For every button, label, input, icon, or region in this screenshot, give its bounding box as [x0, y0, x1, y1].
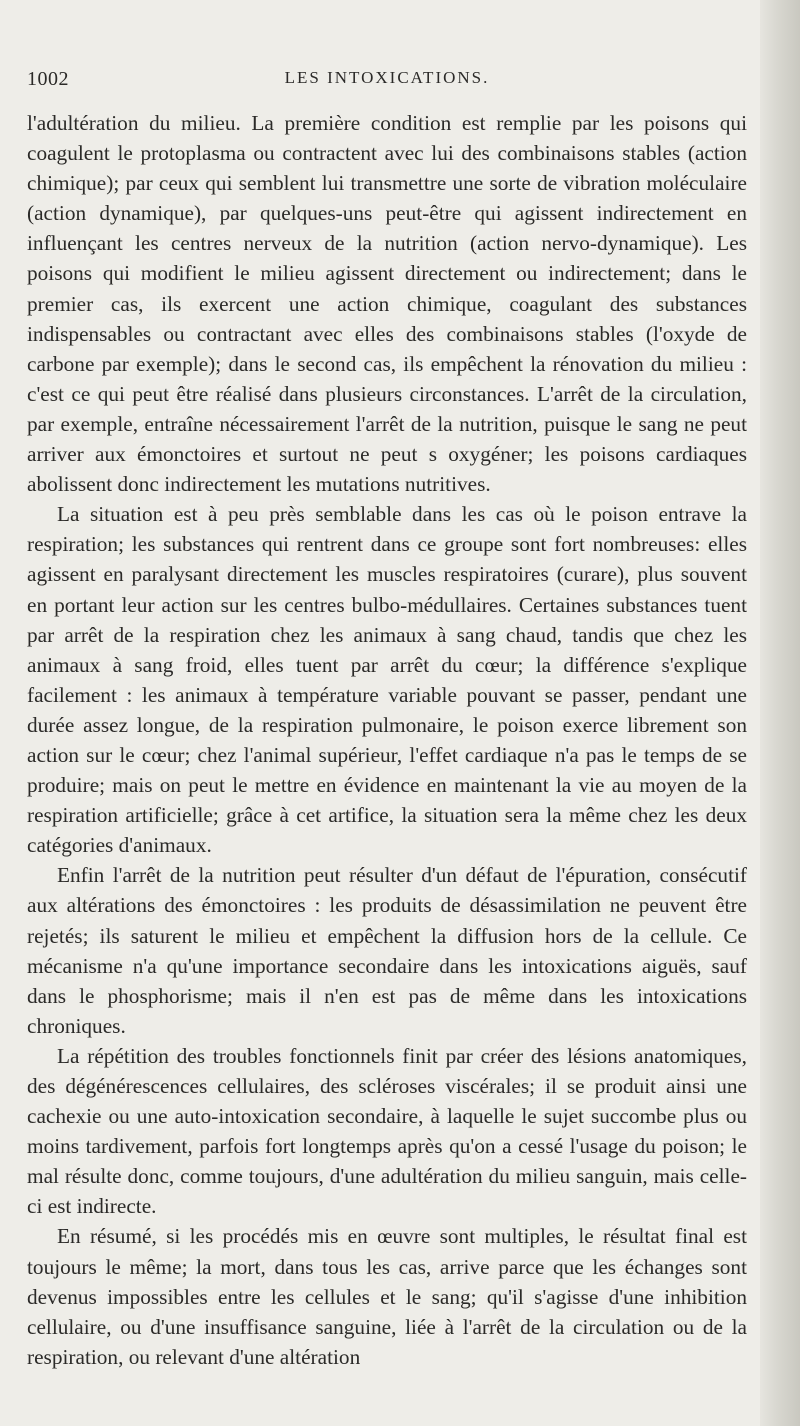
page-header	[27, 68, 747, 98]
running-title: LES INTOXICATIONS.	[284, 68, 490, 87]
page-number: 1002	[27, 68, 69, 90]
paragraph: La situation est à peu près semblable dans les cas où le poison entrave la respiration; les substances qui rentrent dans ce groupe sont fort nombreuses: elles agissent en paralysant directement les muscles respiratoires (curare), plus souvent en portant leur action sur les centres bulbo-médullaires. Certaines substances tuent par arrêt de la respiration chez les animaux à sang chaud, tandis que chez les animaux à sang froid, elles tuent par arrêt du cœur; la différence s'explique facilement : les animaux à température variable pouvant se passer, pendant une durée assez longue, de la respiration pulmonaire, le poison exerce librement son action sur le cœur; chez l'animal supérieur, l'effet cardiaque n'a pas le temps de se produire; mais on peut le mettre en évidence en maintenant la vie au moyen de la respiration artificielle; grâce à cet artifice, la situation sera la même chez les deux catégories d'animaux.	[27, 502, 747, 858]
paragraph-continued: l'adultération du milieu. La première condition est remplie par les poisons qui coagulent le protoplasma ou contractent avec lui des combinaisons stables (action chimique); par ceux qui semblent lui transmettre une sorte de vibration moléculaire (action dynamique), par quelques-uns peut-être qui agissent indirectement en influençant les centres nerveux de la nutrition (action nervo-dynamique). Les poisons qui modifient le milieu agissent directement ou indirectement; dans le premier cas, ils exercent une action chimique, coagulant des substances indispensables ou contractant avec elles des combinaisons stables (l'oxyde de carbone par exemple); dans le second cas, ils empêchent la rénovation du milieu : c'est ce qui peut être réalisé dans plusieurs circonstances. L'arrêt de la circulation, par exemple, entraîne nécessairement l'arrêt de la nutrition, puisque le sang ne peut arriver aux émonctoires et surtout ne peut s oxygéner; les poisons cardiaques abolissent donc indirectement les mutations nutritives.	[27, 111, 747, 497]
paragraph: En résumé, si les procédés mis en œuvre sont multiples, le résultat final est toujours le même; la mort, dans tous les cas, arrive parce que les échanges sont devenus impossibles entre les cellules et le sang; qu'il s'agisse d'une inhibition cellulaire, ou d'une insuffisance sanguine, liée à l'arrêt de la circulation ou de la respiration, ou relevant d'une altération	[27, 1224, 747, 1369]
body-text	[27, 108, 747, 1372]
paragraph: Enfin l'arrêt de la nutrition peut résulter d'un défaut de l'épuration, consécutif aux altérations des émonctoires : les produits de désassimilation ne peuvent être rejetés; ils saturent le milieu et empêchent la diffusion hors de la cellule. Ce mécanisme n'a qu'une importance secondaire dans les intoxications aiguës, sauf dans le phosphorisme; mais il n'en est pas de même dans les intoxications chroniques.	[27, 863, 747, 1038]
page-edge	[760, 0, 800, 1426]
paragraph: La répétition des troubles fonctionnels finit par créer des lésions anatomiques, des dégénérescences cellulaires, des scléroses viscérales; il se produit ainsi une cachexie ou une auto-intoxication secondaire, à laquelle le sujet succombe plus ou moins tardivement, parfois fort longtemps après qu'on a cessé l'usage du poison; le mal résulte donc, comme toujours, d'une adultération du milieu sanguin, mais celle-ci est indirecte.	[27, 1043, 747, 1219]
